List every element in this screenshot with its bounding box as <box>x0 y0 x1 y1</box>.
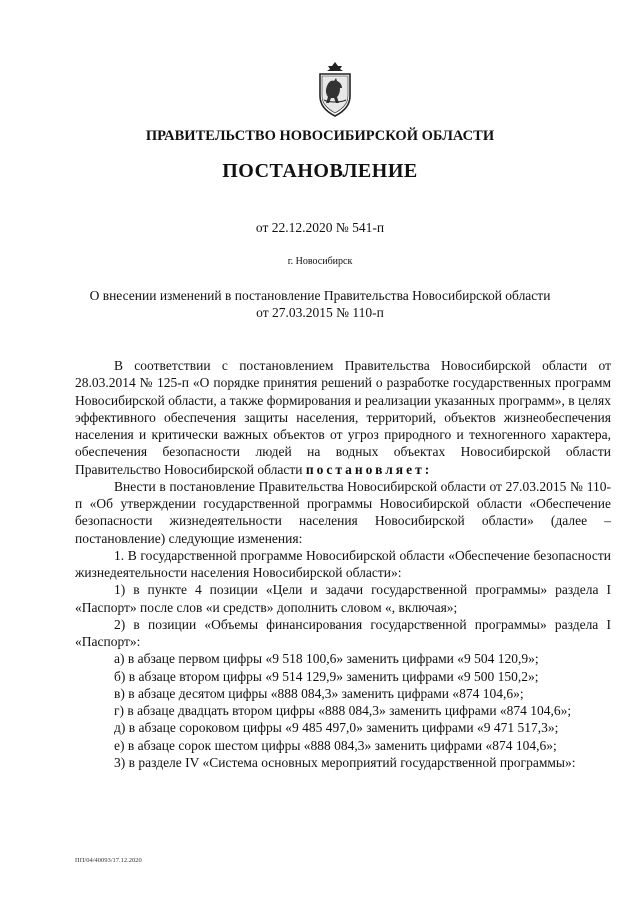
subitem-g-paragraph: г) в абзаце двадцать втором цифры «888 084,3» заменить цифрами «874 104,6»; <box>114 703 572 718</box>
subitem-v-paragraph: в) в абзаце десятом цифры «888 084,3» заменить цифрами «874 104,6»; <box>114 685 524 701</box>
organization-name: ПРАВИТЕЛЬСТВО НОВОСИБИРСКОЙ ОБЛАСТИ <box>145 128 495 144</box>
subitem-d-paragraph: д) в абзаце сороковом цифры «9 485 497,0» заменить цифрами «9 471 517,3»; <box>114 720 559 736</box>
city-name: г. Новосибирск <box>287 256 353 267</box>
coat-of-arms-emblem <box>316 60 354 118</box>
document-body <box>75 357 611 771</box>
document-subject <box>70 287 570 321</box>
item-1-3-paragraph: 3) в разделе IV «Система основных мероприятий государственной программы»: <box>114 754 576 770</box>
decree-word: постановляет <box>305 461 425 477</box>
item-1-paragraph: 1. В государственной программе Новосибирской области «Обеспечение безопасности жизнедеятельности населения Новосибирской области»: <box>75 547 611 580</box>
subitem-a-paragraph: а) в абзаце первом цифры «9 518 100,6» заменить цифрами «9 504 120,9»; <box>114 651 539 667</box>
subject-line-2: от 27.03.2015 № 110-п <box>256 305 384 320</box>
document-type-title: ПОСТАНОВЛЕНИЕ <box>222 160 418 182</box>
item-1-2-paragraph: 2) в позиции «Объемы финансирования государственной программы» раздела I «Паспорт»: <box>75 616 611 649</box>
decree-colon: : <box>424 461 430 477</box>
preamble-text: В соответствии с постановлением Правительства Новосибирской области от 28.03.2014 № 125-п «О порядке принятия решений о разработке государственных программ Новосибирской области, а также формирования и реализации указанных программ», в целях эффективного обеспечения защиты населения, территорий, объектов жизнеобеспечения населения и критически важных объектов от угроз природного и техногенного характера, обеспечения безопасности людей на водных объектах Новосибирской области Правительство Новосибирской области <box>75 358 611 477</box>
subject-line-1: О внесении изменений в постановление Правительства Новосибирской области <box>89 288 551 303</box>
item-1-1-paragraph: 1) в пункте 4 позиции «Цели и задачи государственной программы» раздела I «Паспорт» после слов «и средств» дополнить словом «, включая»; <box>75 582 611 615</box>
subitem-b-paragraph: б) в абзаце втором цифры «9 514 129,9» заменить цифрами «9 500 150,2»; <box>114 668 539 684</box>
preamble-paragraph <box>75 357 611 478</box>
intro-paragraph: Внести в постановление Правительства Новосибирской области от 27.03.2015 № 110-п «Об утверждении государственной программы Новосибирской области «Обеспечение безопасности жизнедеятельности населения Новосибирской области» (далее – постановление) следующие изменения: <box>75 478 611 546</box>
subitem-e-paragraph: е) в абзаце сорок шестом цифры «888 084,3» заменить цифрами «874 104,6»; <box>114 737 557 753</box>
date-and-number: от 22.12.2020 № 541-п <box>255 220 385 235</box>
footer-document-code: ПП/04/40093/17.12.2020 <box>75 857 142 864</box>
